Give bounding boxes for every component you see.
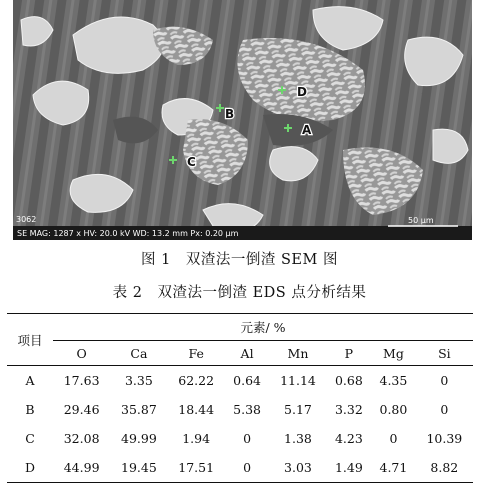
element-header: P — [344, 345, 354, 361]
point-label-c: C — [187, 155, 196, 169]
table-cell: 0 — [243, 431, 252, 446]
group-header: 元素/ % — [53, 314, 473, 341]
table-cell: 3.35 — [124, 373, 153, 388]
table-cell: 10.39 — [426, 431, 463, 446]
table-cell: 62.22 — [178, 373, 215, 388]
table-row — [7, 424, 473, 453]
element-header: Fe — [188, 345, 204, 361]
point-label-d: D — [297, 85, 307, 99]
table-cell: 4.23 — [334, 431, 363, 446]
table-cell: 0.68 — [334, 373, 363, 388]
table-cell: 8.82 — [416, 453, 473, 483]
table-cell: 32.08 — [63, 431, 100, 446]
table-cell: 44.99 — [53, 453, 110, 483]
element-header: Si — [438, 345, 451, 361]
table-cell: 0 — [440, 373, 449, 388]
sem-micrograph — [13, 0, 472, 240]
row-header: 项目 — [7, 314, 53, 366]
eds-table — [7, 313, 473, 483]
table-cell: 5.38 — [233, 402, 261, 417]
sem-id: 3062 — [16, 215, 37, 224]
table-body — [7, 366, 473, 483]
table-cell: 18.44 — [178, 402, 215, 417]
point-label-b: B — [225, 107, 235, 121]
element-header: O — [76, 345, 87, 361]
row-label: D — [7, 453, 53, 483]
element-header: Ca — [130, 345, 148, 361]
element-header: Mn — [287, 345, 309, 361]
table-cell: 29.46 — [63, 402, 100, 417]
table-cell: 0.64 — [233, 373, 261, 388]
sem-info-bar: SE MAG: 1287 x HV: 20.0 kV WD: 13.2 mm Px: 0.20 μm — [17, 229, 239, 238]
row-label: A — [25, 373, 35, 388]
element-header: Mg — [383, 345, 404, 361]
row-label: B — [25, 402, 35, 417]
row-label: C — [25, 431, 35, 446]
table-cell: 0 — [225, 453, 270, 483]
point-label-a: A — [302, 123, 312, 137]
element-header-row — [7, 341, 473, 366]
table-cell: 0.80 — [379, 402, 408, 417]
table-cell: 3.32 — [334, 402, 363, 417]
scale-bar-label: 50 μm — [408, 216, 434, 225]
table-cell: 1.49 — [327, 453, 372, 483]
table-cell: 17.51 — [168, 453, 225, 483]
table-cell: 4.35 — [379, 373, 408, 388]
table-row — [7, 366, 473, 396]
table-row — [7, 395, 473, 424]
table-cell: 5.17 — [284, 402, 312, 417]
table-cell: 35.87 — [121, 402, 157, 417]
table-cell: 1.38 — [284, 431, 312, 446]
table-cell: 3.03 — [269, 453, 326, 483]
figure-caption: 图 1 双渣法一倒渣 SEM 图 — [141, 252, 338, 268]
table-cell: 1.94 — [182, 431, 211, 446]
table-cell: 49.99 — [121, 431, 157, 446]
table-caption: 表 2 双渣法一倒渣 EDS 点分析结果 — [112, 285, 367, 301]
table-cell: 17.63 — [63, 373, 100, 388]
table-cell: 19.45 — [110, 453, 167, 483]
table-cell: 0 — [389, 431, 398, 446]
table-cell: 0 — [440, 402, 449, 417]
table-cell: 4.71 — [371, 453, 416, 483]
element-header: Al — [240, 345, 254, 361]
table-cell: 11.14 — [280, 373, 316, 388]
table-row — [7, 453, 473, 483]
